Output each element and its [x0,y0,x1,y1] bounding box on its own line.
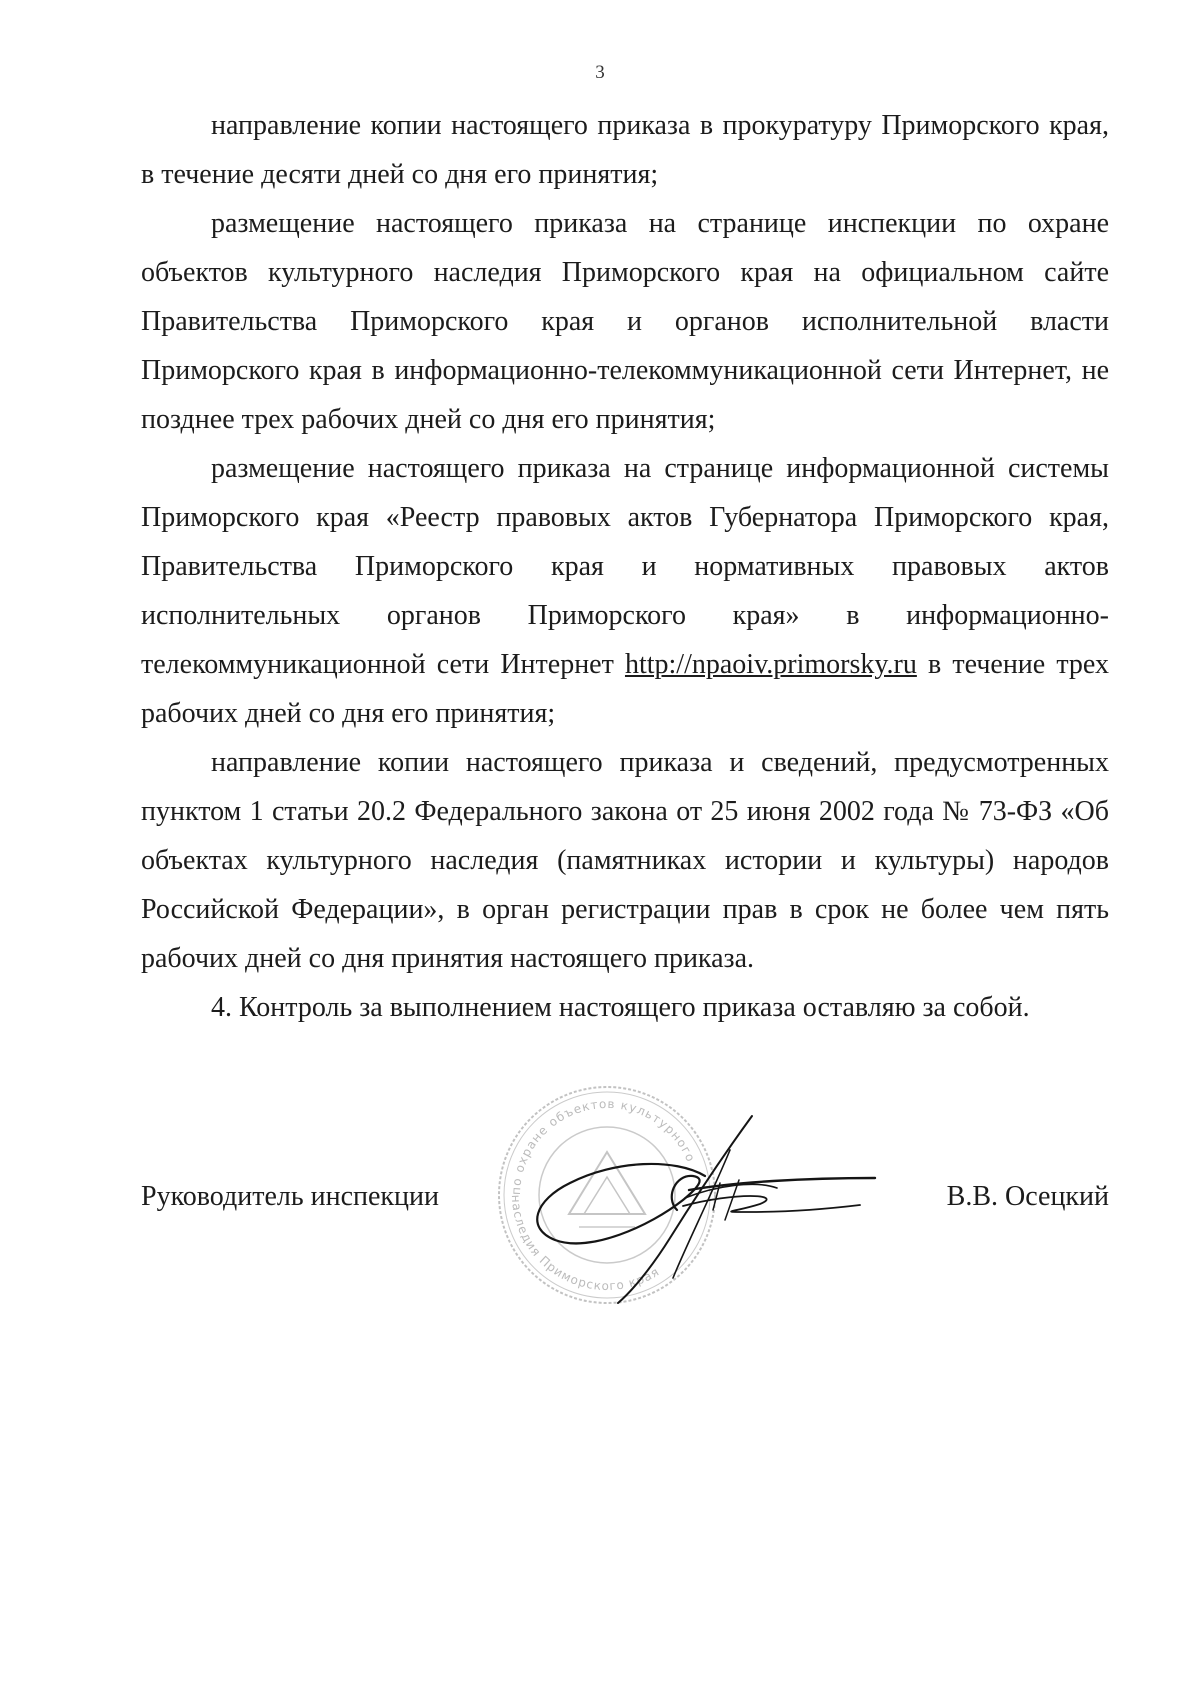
registry-text-end: в течение трех рабочих дней со дня его принятия; [141,649,1109,729]
stamp-ring-text-bottom: наследия Приморского края [508,1194,663,1294]
paragraph-registration-authority: направление копии настоящего приказа и сведений, предусмотренных пунктом 1 статьи 20.2 Федерального закона от 25 июня 2002 года № 73-ФЗ «Об объектах культурного наследия (памятниках истории и культуры) народов Российской Федерации», в орган регистрации прав в срок не более чем пять рабочих дней со дня принятия настоящего приказа. [141,747,1109,974]
signature-block [141,1172,1109,1222]
registry-link[interactable]: http://npaoiv.primorsky.ru [624,649,917,680]
paragraph-registry-publication [141,444,1109,738]
registry-text-start: размещение настоящего приказа на странице информационной системы Приморского края «Реестр правовых актов Губернатора Приморского края, Правительства Приморского края и нормативных правовых актов исполнительных органов Приморского края» в информационно-телекоммуникационной сети Интернет [141,453,1109,680]
paragraph-prosecutor-copy: направление копии настоящего приказа в прокуратуру Приморского края, в течение десяти дней со дня его принятия; [141,110,1109,190]
paragraph-control-clause: 4. Контроль за выполнением настоящего приказа оставляю за собой. [211,992,1030,1023]
stamp-ring-text-top: по охране объектов культурного [508,1096,699,1196]
body-text [141,101,1109,1032]
page-number: 3 [595,62,605,83]
signer-name: В.В. Осецкий [946,1181,1109,1212]
signer-position: Руководитель инспекции [141,1181,439,1212]
paragraph-website-publication: размещение настоящего приказа на странице инспекции по охране объектов культурного наследия Приморского края на официальном сайте Правительства Приморского края и органов исполнительной власти Приморского края в информационно-телекоммуникационной сети Интернет, не позднее трех рабочих дней со дня его принятия; [141,208,1109,435]
